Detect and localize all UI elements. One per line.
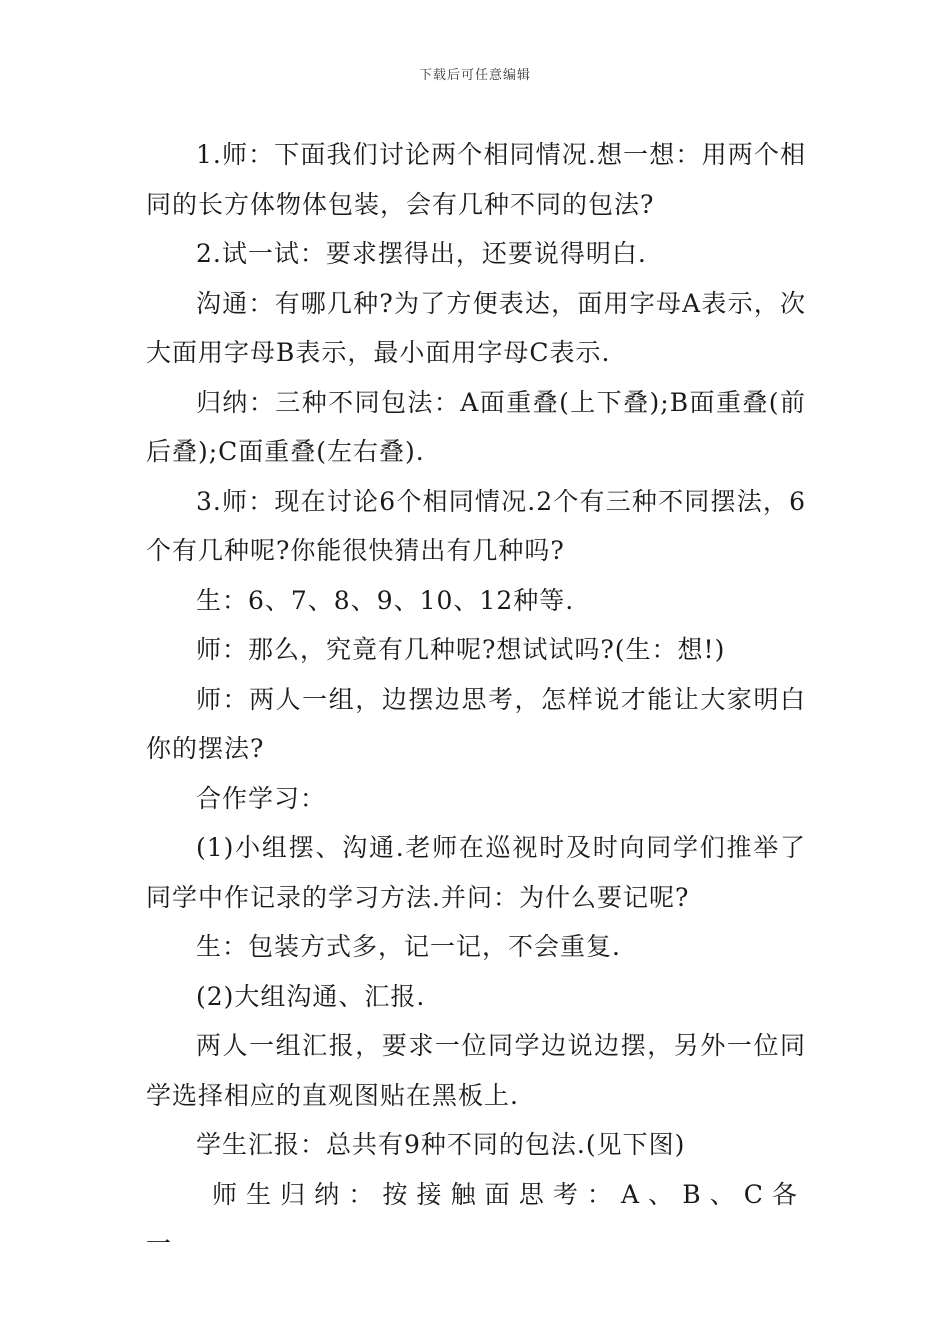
document-body [146, 130, 806, 1269]
paragraph-5: 3.师：现在讨论6个相同情况.2个有三种不同摆法，6个有几种呢?你能很快猜出有几种吗? [146, 486, 806, 565]
paragraph-13: 两人一组汇报，要求一位同学边说边摆，另外一位同学选择相应的直观图贴在黑板上. [146, 1031, 806, 1110]
paragraph-11: 生：包装方式多，记一记，不会重复. [196, 932, 621, 961]
paragraph-15: 师生归纳：按接触面思考：A、B、C各一 [146, 1179, 806, 1258]
paragraph-4: 归纳：三种不同包法：A面重叠(上下叠);B面重叠(前后叠);C面重叠(左右叠). [146, 387, 806, 466]
paragraph-7: 师：那么，究竟有几种呢?想试试吗?(生：想!) [196, 635, 726, 664]
paragraph-3: 沟通：有哪几种?为了方便表达，面用字母A表示，次大面用字母B表示，最小面用字母C表示. [146, 288, 806, 367]
paragraph-14: 学生汇报：总共有9种不同的包法.(见下图) [196, 1130, 686, 1159]
paragraph-6: 生：6、7、8、9、10、12种等. [196, 585, 575, 615]
paragraph-8: 师：两人一组，边摆边思考，怎样说才能让大家明白你的摆法? [146, 684, 806, 763]
paragraph-2: 2.试一试：要求摆得出，还要说得明白. [196, 239, 647, 268]
paragraph-1: 1.师：下面我们讨论两个相同情况.想一想：用两个相同的长方体物体包装，会有几种不同的包法? [146, 140, 806, 219]
paragraph-9: 合作学习： [196, 783, 327, 813]
page-header: 下载后可任意编辑 [418, 68, 531, 83]
paragraph-10: (1)小组摆、沟通.老师在巡视时及时向同学们推举了同学中作记录的学习方法.并问：为什么要记呢? [146, 833, 806, 912]
paragraph-12: (2)大组沟通、汇报. [196, 981, 426, 1011]
